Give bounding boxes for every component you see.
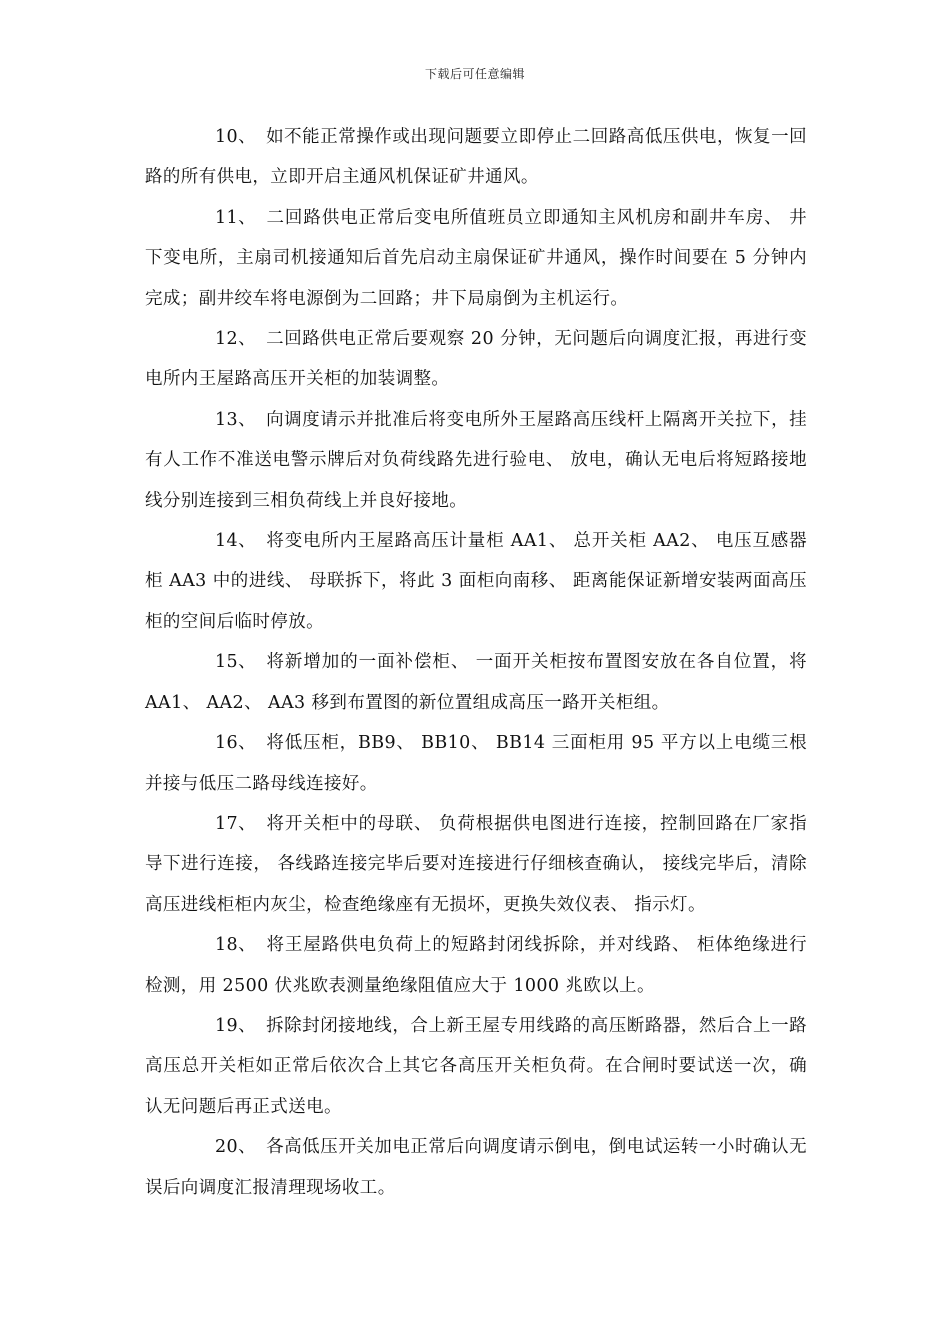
paragraph-12: [145, 319, 807, 400]
paragraph-text: 将开关柜中的母联、 负荷根据供电图进行连接，控制回路在厂家指导下进行连接， 各线路连接完毕后要对连接进行仔细核查确认， 接线完毕后，清除高压进线柜柜内灰尘，检查绝缘座有无损坏，更换失效仪表、 指示灯。: [145, 813, 807, 915]
paragraph-13: [145, 400, 807, 521]
paragraph-18: [145, 925, 807, 1006]
paragraph-17: [145, 804, 807, 925]
paragraph-text: 各高低压开关加电正常后向调度请示倒电，倒电试运转一小时确认无误后向调度汇报清理现场收工。: [145, 1137, 807, 1198]
paragraph-number: 19、: [215, 1015, 256, 1036]
paragraph-number: 12、: [215, 329, 256, 350]
paragraph-number: 16、: [215, 733, 256, 754]
document-body: [145, 117, 807, 1208]
paragraph-number: 15、: [215, 652, 256, 673]
paragraph-text: 将变电所内王屋路高压计量柜 AA1、 总开关柜 AA2、 电压互感器柜 AA3 中的进线、 母联拆下，将此 3 面柜向南移、 距离能保证新增安装两面高压柜的空间后临时停放。: [145, 531, 807, 632]
paragraph-14: [145, 521, 807, 642]
page-header-note: 下载后可任意编辑: [424, 67, 525, 81]
paragraph-15: [145, 642, 807, 723]
paragraph-text: 将低压柜，BB9、 BB10、 BB14 三面柜用 95 平方以上电缆三根并接与低压二路母线连接好。: [145, 733, 807, 794]
paragraph-text: 二回路供电正常后变电所值班员立即通知主风机房和副井车房、 井下变电所，主扇司机接通知后首先启动主扇保证矿井通风，操作时间要在 5 分钟内完成；副井绞车将电源倒为二回路；井下局扇倒为主机运行。: [145, 207, 807, 309]
paragraph-19: [145, 1006, 807, 1127]
paragraph-10: [145, 117, 807, 198]
paragraph-number: 20、: [215, 1137, 256, 1158]
paragraph-number: 10、: [215, 127, 256, 147]
paragraph-number: 17、: [215, 813, 256, 834]
paragraph-20: [145, 1127, 807, 1208]
paragraph-text: 如不能正常操作或出现问题要立即停止二回路高低压供电，恢复一回路的所有供电，立即开启主通风机保证矿井通风。: [145, 127, 807, 188]
paragraph-text: 拆除封闭接地线，合上新王屋专用线路的高压断路器，然后合上一路高压总开关柜如正常后依次合上其它各高压开关柜负荷。在合闸时要试送一次，确认无问题后再正式送电。: [145, 1015, 807, 1117]
paragraph-number: 14、: [215, 531, 256, 552]
paragraph-text: 向调度请示并批准后将变电所外王屋路高压线杆上隔离开关拉下，挂有人工作不准送电警示牌后对负荷线路先进行验电、 放电，确认无电后将短路接地线分别连接到三相负荷线上并良好接地。: [145, 409, 807, 511]
paragraph-text: 将王屋路供电负荷上的短路封闭线拆除，并对线路、 柜体绝缘进行检测，用 2500 伏兆欧表测量绝缘阻值应大于 1000 兆欧以上。: [145, 935, 807, 996]
paragraph-text: 将新增加的一面补偿柜、 一面开关柜按布置图安放在各自位置，将 AA1、 AA2、 AA3 移到布置图的新位置组成高压一路开关柜组。: [145, 652, 807, 713]
paragraph-number: 18、: [215, 935, 256, 956]
paragraph-16: [145, 723, 807, 804]
paragraph-number: 11、: [215, 207, 256, 228]
paragraph-11: [145, 198, 807, 319]
paragraph-text: 二回路供电正常后要观察 20 分钟，无问题后向调度汇报，再进行变电所内王屋路高压开关柜的加装调整。: [145, 329, 807, 390]
paragraph-number: 13、: [215, 409, 256, 430]
